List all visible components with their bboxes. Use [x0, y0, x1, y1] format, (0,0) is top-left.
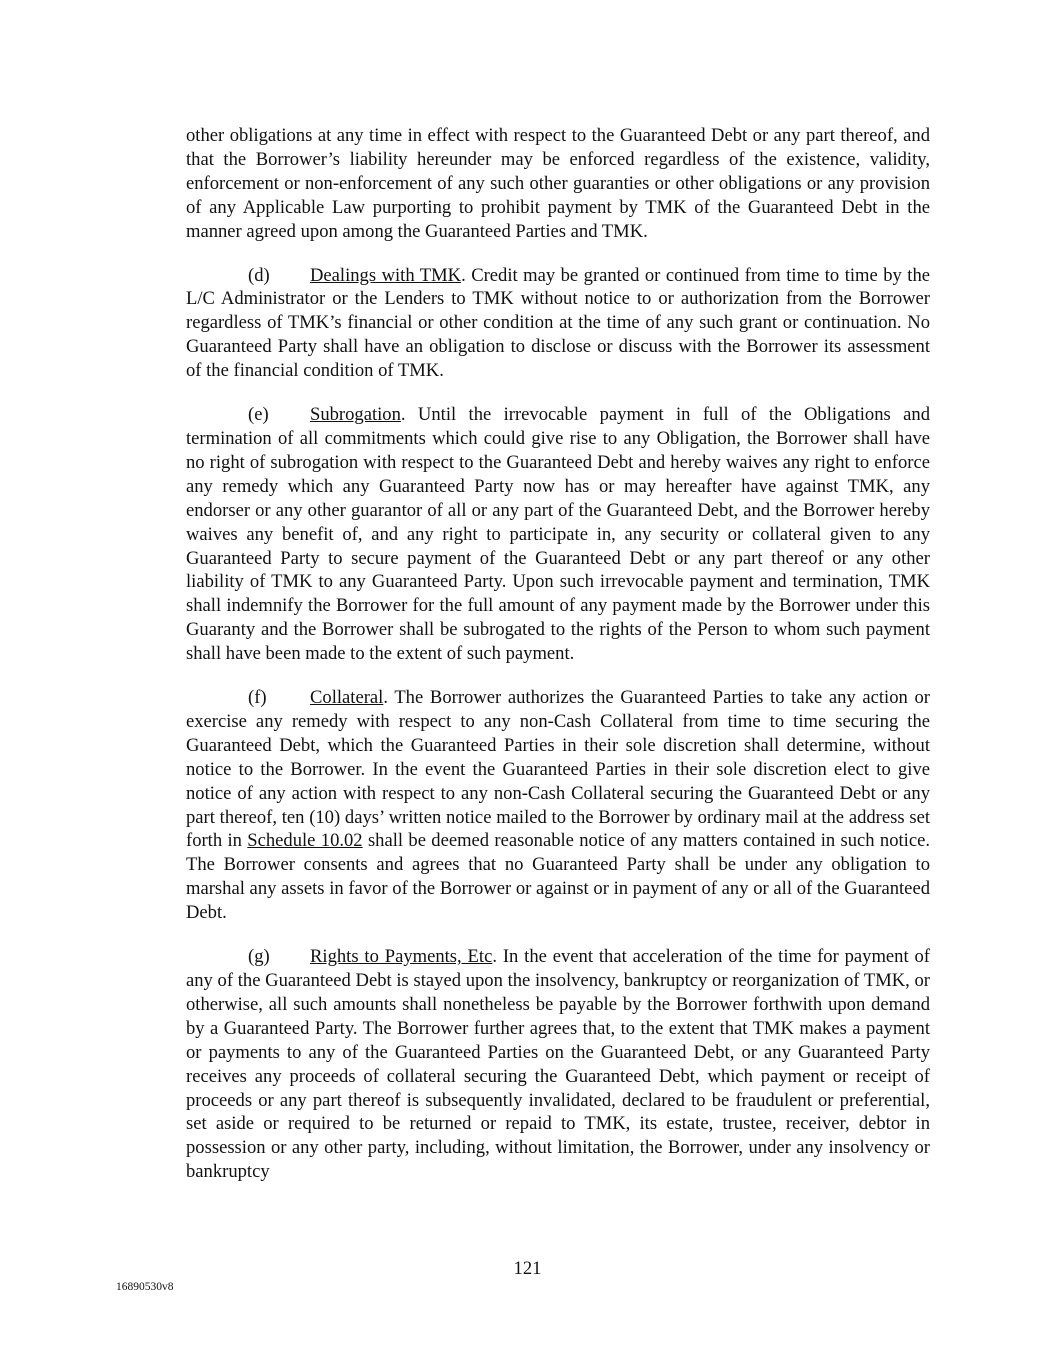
section-heading: Dealings with TMK [310, 264, 462, 286]
section-text-continued: shall be deemed reasonable notice of any matters contained in such notice. The Borrower consents and agrees that no Guaranteed Party shall be under any obligation to marshal any assets in favor of the Borrower or against or in payment of any or all of the Guaranteed Debt. [186, 830, 931, 924]
section-heading: Rights to Payments, Etc [310, 946, 493, 968]
paragraph-d [186, 264, 930, 384]
section-heading: Collateral [310, 687, 384, 709]
document-id: 16890530v8 [116, 1281, 174, 1293]
paragraph-g [186, 945, 930, 1184]
schedule-reference: Schedule 10.02 [247, 830, 363, 852]
section-heading: Subrogation [310, 404, 401, 426]
paragraph-intro: other obligations at any time in effect with respect to the Guaranteed Debt or any part thereof, and that the Borrower’s liability hereunder may be enforced regardless of the existence, validity, enforcement or non-enforcement of any such other guaranties or other obligations or any provision of any Applicable Law purporting to prohibit payment by TMK of the Guaranteed Debt in the manner agreed upon among the Guaranteed Parties and TMK. [186, 125, 930, 242]
section-text: . Credit may be granted or continued from time to time by the L/C Administrator or the Lenders to TMK without notice to or authorization from the Borrower regardless of TMK’s financial or other condition at the time of any such grant or continuation. No Guaranteed Party shall have an obligation to disclose or discuss with the Borrower its assessment of the financial condition of TMK. [186, 264, 930, 382]
section-number: (g) [248, 946, 270, 968]
section-text: . The Borrower authorizes the Guaranteed Parties to take any action or exercise any remedy with respect to any non-Cash Collateral from time to time securing the Guaranteed Debt, which the Guaranteed Parties in their sole discretion shall determine, without notice to the Borrower. In the event the Guaranteed Parties in their sole discretion elect to give notice of any action with respect to any non-Cash Collateral securing the Guaranteed Debt or any part thereof, ten (10) days’ written notice mailed to the Borrower by ordinary mail at the address set forth in [186, 687, 930, 852]
section-text: . In the event that acceleration of the time for payment of any of the Guaranteed Debt is stayed upon the insolvency, bankruptcy or reorganization of TMK, or otherwise, all such amounts shall nonetheless be payable by the Borrower forthwith upon demand by a Guaranteed Party. The Borrower further agrees that, to the extent that TMK makes a payment or payments to any of the Guaranteed Parties on the Guaranteed Debt, or any Guaranteed Party receives any proceeds of collateral securing the Guaranteed Debt, which payment or receipt of proceeds or any part thereof is subsequently invalidated, declared to be fraudulent or preferential, set aside or required to be returned or repaid to TMK, its estate, trustee, receiver, debtor in possession or any other party, including, without limitation, the Borrower, under any insolvency or bankruptcy [186, 946, 930, 1183]
section-number: (f) [248, 687, 267, 709]
section-text: . Until the irrevocable payment in full of the Obligations and termination of all commitments which could give rise to any Obligation, the Borrower shall have no right of subrogation with respect to the Guaranteed Debt and hereby waives any right to enforce any remedy which any Guaranteed Party now has or may hereafter have against TMK, any endorser or any other guarantor of all or any part of the Guaranteed Debt, and the Borrower hereby waives any benefit of, and any right to participate in, any security or collateral given to any Guaranteed Party to secure payment of the Guaranteed Debt or any part thereof or any other liability of TMK to any Guaranteed Party. Upon such irrevocable payment and termination, TMK shall indemnify the Borrower for the full amount of any payment made by the Borrower under this Guaranty and the Borrower shall be subrogated to the rights of the Person to whom such payment shall have been made to the extent of such payment. [186, 404, 930, 665]
page-number: 121 [513, 1258, 542, 1279]
section-number: (d) [248, 264, 270, 286]
document-body [186, 124, 930, 1204]
paragraph-f [186, 686, 930, 925]
section-number: (e) [248, 404, 269, 426]
paragraph-e [186, 403, 930, 666]
